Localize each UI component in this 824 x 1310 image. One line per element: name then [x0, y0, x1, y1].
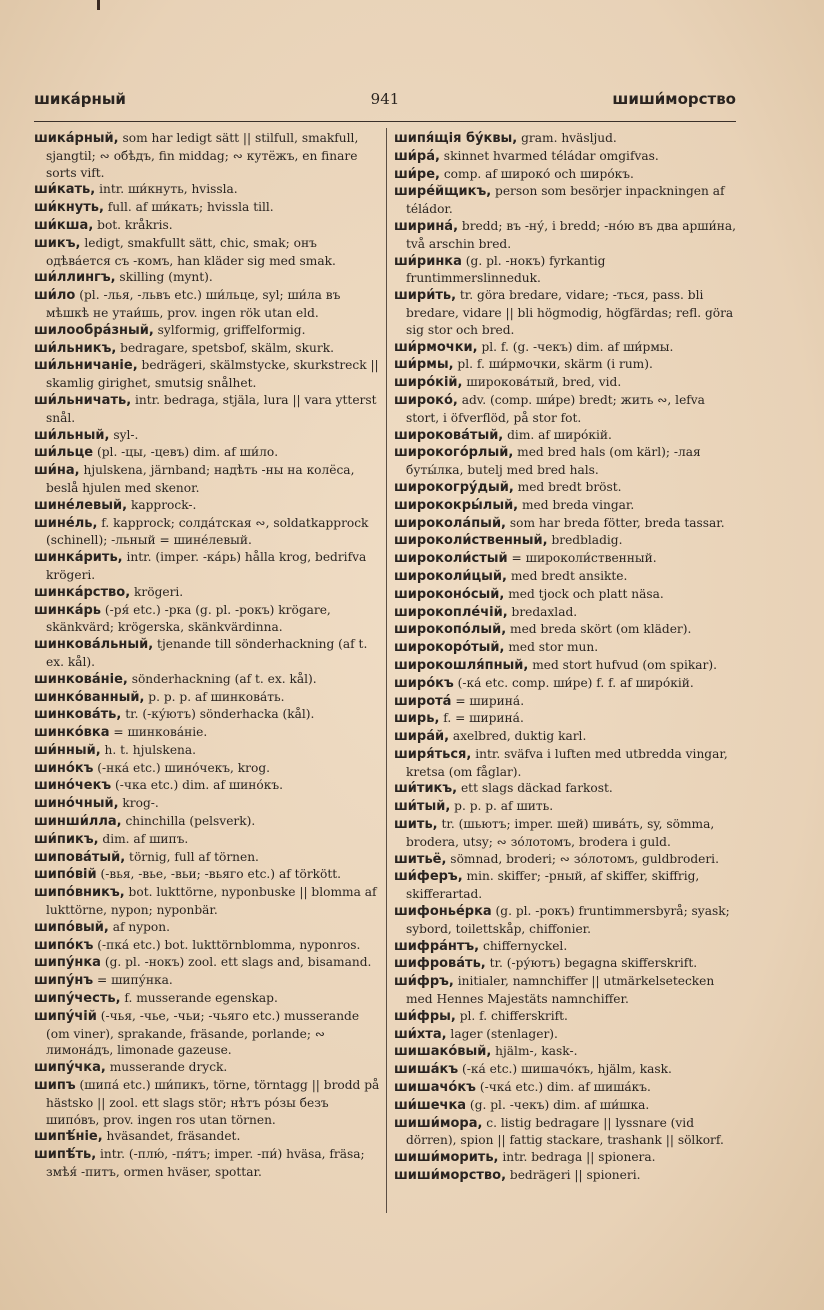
dictionary-entry — [34, 584, 380, 602]
dictionary-entry — [34, 671, 380, 689]
entry-headword: шипу́чка, — [34, 1060, 106, 1076]
entry-headword: ши́шечка — [394, 1097, 467, 1113]
entry-headword: шипова́тый, — [34, 849, 126, 865]
entry-definition: c. listig bedragare || lyssnare (vid dörren), spion || fattig stackare, trashank || sölkorf. — [406, 1115, 724, 1148]
entry-definition: широкова́тый, bred, vid. — [462, 375, 622, 390]
dictionary-entry — [34, 549, 380, 584]
entry-definition: person som besörjer inpackningen af téládor. — [406, 184, 725, 217]
entry-definition: full. af ши́кать; hvissla till. — [103, 200, 274, 215]
entry-headword: шире́йщикъ, — [394, 184, 492, 200]
entry-definition: chinchilla (pelsverk). — [121, 814, 256, 829]
entry-headword: ши́рмочки, — [394, 339, 478, 355]
dictionary-entry — [34, 199, 380, 217]
entry-definition: = шинкова́нiе. — [109, 725, 208, 740]
entry-headword: широконо́сый, — [394, 586, 505, 602]
entry-headword: ши́ра́, — [394, 148, 440, 164]
dictionary-entry — [34, 742, 380, 760]
dictionary-entry — [394, 550, 740, 568]
dictionary-entry — [394, 568, 740, 586]
entry-headword: шика́рный, — [34, 131, 119, 146]
dictionary-entry — [34, 937, 380, 955]
entry-definition: (-чка́ etc.) dim. af шиша́къ. — [475, 1080, 651, 1095]
dictionary-entry — [394, 1167, 740, 1185]
entry-headword: ши́рмы, — [394, 357, 454, 373]
entry-definition: (g. pl. -чекъ) dim. af ши́шка. — [466, 1097, 650, 1112]
dictionary-entry — [394, 1008, 740, 1026]
entry-headword: широколи́ственный, — [394, 533, 548, 549]
dictionary-entry — [394, 148, 740, 166]
entry-headword: шишачо́къ — [394, 1080, 476, 1096]
entry-headword: ши́льникъ, — [34, 340, 117, 356]
entry-definition: af nypon. — [108, 919, 170, 934]
entry-headword: шипъ — [34, 1078, 76, 1094]
dictionary-entry — [394, 166, 740, 184]
entry-headword: ши́кша, — [34, 217, 94, 233]
dictionary-entry — [394, 973, 740, 1008]
dictionary-entry — [394, 693, 740, 711]
dictionary-entry — [394, 728, 740, 746]
entry-definition: med tjock och platt näsa. — [504, 586, 664, 601]
entry-definition: bot. kråkris. — [93, 217, 173, 232]
entry-definition: bedrägeri || spioneri. — [506, 1168, 641, 1183]
entry-headword: шипу́честь, — [34, 991, 121, 1007]
entry-definition: (-вья, -вье, -вьи; -вьяго etc.) af törkött. — [96, 867, 342, 882]
entry-headword: шипу́чiй — [34, 1008, 97, 1024]
entry-headword: широколи́стый — [394, 551, 508, 567]
entry-definition: axelbred, duktig karl. — [449, 729, 587, 744]
entry-headword: шифрова́ть, — [394, 956, 486, 972]
dictionary-entry — [34, 884, 380, 919]
entry-definition: min. skiffer; -рный, af skiffer, skiffrig, skifferartad. — [406, 869, 700, 902]
entry-definition: som har breda fötter, breda tassar. — [506, 515, 725, 530]
entry-definition: = ширина́. — [451, 693, 525, 708]
entry-headword: шикъ, — [34, 235, 81, 251]
dictionary-entry — [34, 972, 380, 990]
dictionary-entry — [394, 746, 740, 781]
dictionary-entry — [34, 1059, 380, 1077]
entry-headword: шинка́рить, — [34, 550, 123, 566]
dictionary-entry — [394, 1097, 740, 1115]
dictionary-entry — [34, 795, 380, 813]
entry-definition: (-чка etc.) dim. af шино́къ. — [111, 778, 283, 793]
dictionary-entry — [394, 497, 740, 515]
entry-headword: широкопле́чiй, — [394, 604, 508, 620]
column-divider — [386, 128, 387, 1213]
entry-headword: широкошля́пный, — [394, 657, 529, 673]
dictionary-entry — [394, 427, 740, 445]
dictionary-entry — [34, 1077, 380, 1128]
entry-definition: sömnad, broderi; ∾ зо́лотомъ, guldbroderi. — [446, 851, 719, 866]
dictionary-entry — [394, 816, 740, 851]
entry-definition: (-ка́ etc.) шишачо́къ, hjälm, kask. — [458, 1062, 672, 1077]
entry-definition: törnig, full af törnen. — [125, 849, 259, 864]
running-head-left: шика́рный — [34, 90, 126, 108]
entry-headword: шинкова́льный, — [34, 637, 154, 653]
dictionary-entry — [34, 235, 380, 270]
entry-headword: шине́ль, — [34, 515, 98, 531]
entry-headword: шипу́нка — [34, 955, 101, 971]
entry-definition: (g. pl. -нокъ) zool. ett slags and, bisamand. — [100, 955, 372, 970]
entry-headword: широкоро́тый, — [394, 640, 505, 656]
dictionary-entry — [394, 444, 740, 479]
entry-headword: ширь, — [394, 711, 440, 727]
entry-definition: chiffernyckel. — [479, 938, 568, 953]
entry-definition: hjälm-, kask-. — [491, 1044, 578, 1059]
entry-definition: bot. lukttörne, nyponbuske || blomma af lukttörne, nypon; nyponbär. — [46, 885, 377, 918]
entry-headword: шипо́къ — [34, 937, 94, 953]
entry-headword: ширококры́лый, — [394, 497, 519, 513]
dictionary-entry — [394, 938, 740, 956]
entry-definition: med bredt ansikte. — [506, 568, 628, 583]
dictionary-entry — [34, 340, 380, 358]
dictionary-entry — [34, 392, 380, 427]
dictionary-entry — [394, 253, 740, 288]
entry-headword: ши́фръ, — [394, 974, 454, 990]
entry-definition: skilling (mynt). — [115, 270, 213, 285]
dictionary-entry — [34, 462, 380, 497]
entry-definition: intr. sväfva i luften med utbredda vingar, kretsa (om fåglar). — [406, 746, 728, 779]
dictionary-entry — [394, 374, 740, 392]
entry-headword: шифонье́рка — [394, 904, 492, 920]
entry-definition: h. t. hjulskena. — [100, 742, 197, 757]
entry-definition: med breda vingar. — [518, 497, 635, 512]
entry-definition: med stor mun. — [504, 640, 599, 655]
dictionary-entry — [394, 356, 740, 374]
entry-headword: шинкова́нiе, — [34, 671, 128, 687]
entry-definition: musserande dryck. — [105, 1060, 228, 1075]
entry-definition: pl. f. chifferskrift. — [455, 1008, 568, 1023]
dictionary-entry — [34, 689, 380, 707]
entry-headword: шиши́мора, — [394, 1115, 483, 1131]
dictionary-entry — [394, 798, 740, 816]
entry-definition: f. kapprock; солда́тская ∾, soldatkapprock (schinell); -льный = шине́левый. — [46, 515, 369, 548]
dictionary-entry — [394, 868, 740, 903]
dictionary-entry — [34, 636, 380, 671]
entry-definition: (-чья, -чье, -чьи; -чьяго etc.) musserande (om viner), sprakande, fräsande, porlande; ∾ лимона́дъ, limonade gazeuse. — [46, 1008, 360, 1058]
dictionary-entry — [34, 287, 380, 322]
dictionary-entry — [34, 706, 380, 724]
entry-definition: gram. hväsljud. — [517, 131, 617, 145]
dictionary-entry — [394, 218, 740, 253]
dictionary-entry — [34, 866, 380, 884]
entry-definition: tr. (-ру́ютъ) begagna skifferskrift. — [485, 956, 698, 971]
entry-definition: (-нка́ etc.) шино́чекъ, krog. — [93, 760, 271, 775]
entry-definition: adv. (comp. ши́ре) bredt; жить ∾, lefva stort, i öfverflöd, på stor fot. — [406, 392, 705, 425]
dictionary-entry — [34, 954, 380, 972]
entry-headword: шиши́морить, — [394, 1150, 499, 1166]
page-header — [34, 90, 736, 116]
dictionary-entry — [34, 724, 380, 742]
entry-headword: ши́ло — [34, 288, 76, 304]
entry-definition: (g. pl. -рокъ) fruntimmersbyrå; syask; sybord, toilettskåp, chiffonier. — [406, 904, 730, 936]
dictionary-entry — [394, 1026, 740, 1044]
entry-definition: ledigt, smakfullt sätt, chic, smak; онъ одѣва́ется съ -комъ, han kläder sig med smak. — [46, 235, 336, 268]
dictionary-entry — [394, 586, 740, 604]
entry-definition: syl-. — [109, 427, 139, 442]
dictionary-entry — [34, 602, 380, 637]
entry-definition: bedragare, spetsbof, skälm, skurk. — [116, 340, 334, 355]
entry-definition: sönderhackning (af t. ex. kål). — [127, 671, 317, 686]
entry-definition: krog-. — [118, 796, 159, 811]
entry-definition: kapprock-. — [127, 497, 197, 512]
entry-definition: p. p. p. af шить. — [450, 799, 554, 814]
entry-headword: ши́фры, — [394, 1008, 456, 1024]
entry-headword: широ́кiй, — [394, 375, 463, 391]
entry-definition: p. p. p. af шинкова́ть. — [144, 689, 285, 704]
entry-definition: (g. pl. -нокъ) fyrkantig fruntimmerslinneduk. — [406, 253, 606, 286]
entry-definition: (-ка́ etc. comp. ши́ре) f. f. af широ́кiй. — [453, 675, 694, 690]
entry-headword: шипо́вникъ, — [34, 885, 125, 901]
entry-definition: dim. af широ́кiй. — [503, 427, 612, 442]
dictionary-entry — [34, 777, 380, 795]
page-mark — [97, 0, 100, 10]
entry-definition: (pl. -лья, -львъ etc.) ши́льце, syl; ши́ла въ мѣшкѣ не утаи́шь, prov. ingen rök utan eld. — [46, 288, 341, 320]
entry-definition: tr. (-ку́ютъ) sönderhacka (kål). — [121, 707, 315, 722]
dictionary-entry — [34, 322, 380, 340]
entry-headword: ши́хта, — [394, 1026, 447, 1042]
entry-definition: intr. bedraga, stjäla, lura || vara ytterst snål. — [46, 392, 377, 425]
dictionary-entry — [394, 675, 740, 693]
entry-headword: широ́къ — [394, 675, 454, 691]
entry-headword: шипу́нъ — [34, 973, 94, 989]
header-rule — [34, 121, 736, 122]
dictionary-entry — [34, 181, 380, 199]
entry-headword: ши́ринка — [394, 253, 462, 269]
entry-definition: krögeri. — [130, 584, 184, 599]
entry-headword: шири́ть, — [394, 288, 457, 304]
dictionary-entry — [34, 1008, 380, 1059]
entry-headword: широкола́пый, — [394, 515, 506, 531]
entry-headword: шишако́вый, — [394, 1044, 492, 1060]
entry-headword: ши́кать, — [34, 182, 96, 198]
entry-definition: hväsandet, fräsandet. — [102, 1129, 241, 1144]
entry-definition: med bredt bröst. — [513, 479, 622, 494]
entry-headword: шиши́морство, — [394, 1168, 507, 1184]
dictionary-entry — [34, 269, 380, 287]
dictionary-entry — [394, 780, 740, 798]
running-head-right: шиши́морство — [612, 90, 736, 108]
entry-headword: шипѣ́ть, — [34, 1147, 97, 1163]
entry-definition: ett slags däckad farkost. — [457, 781, 613, 796]
entry-definition: bredaxlad. — [507, 604, 578, 619]
entry-headword: шипѣ́нiе, — [34, 1129, 103, 1145]
entry-definition: = широколи́ственный. — [507, 551, 657, 566]
entry-definition: (-ря́ etc.) -рка (g. pl. -рокъ) krögare, skänkvärd; krögerska, skänkvärdinna. — [46, 602, 331, 635]
dictionary-entry — [394, 1043, 740, 1061]
entry-headword: шипя́щiя бу́квы, — [394, 131, 518, 146]
dictionary-entry — [394, 604, 740, 622]
entry-definition: lager (stenlager). — [446, 1026, 558, 1041]
entry-headword: широко́, — [394, 392, 458, 408]
entry-headword: шилообра́зный, — [34, 322, 154, 338]
dictionary-entry — [394, 515, 740, 533]
dictionary-entry — [394, 1079, 740, 1097]
dictionary-entry — [394, 657, 740, 675]
entry-definition: f. musserande egenskap. — [120, 991, 278, 1006]
dictionary-entry — [394, 1149, 740, 1167]
entry-headword: шиша́къ — [394, 1062, 459, 1078]
entry-definition: bedrägeri, skälmstycke, skurkstreck || skamlig girighet, smutsig snålhet. — [46, 358, 379, 391]
dictionary-entry — [34, 919, 380, 937]
entry-headword: ши́кнуть, — [34, 200, 104, 216]
entry-definition: intr. ши́кнуть, hvissla. — [95, 182, 238, 197]
entry-headword: шино́чекъ — [34, 778, 112, 794]
left-column — [34, 130, 380, 1215]
entry-headword: ши́ллингъ, — [34, 270, 116, 286]
dictionary-entry — [394, 183, 740, 218]
entry-definition: med stort hufvud (om spikar). — [528, 657, 717, 672]
entry-definition: = шипу́нка. — [93, 973, 173, 988]
entry-definition: med bred hals (om kärl); -лая буты́лка, butelj med bred hals. — [406, 445, 701, 478]
entry-headword: ширина́, — [394, 218, 459, 234]
entry-definition: intr. (-плю́, -пя́тъ; imper. -пи́) hväsa, fräsa; змѣя́ -питъ, ormen hväser, spottar. — [46, 1147, 365, 1180]
entry-definition: bredd; въ -ну́, i bredd; -но́ю въ два арши́на, två arschin bred. — [406, 218, 737, 251]
dictionary-entry — [34, 831, 380, 849]
entry-headword: ши́пикъ, — [34, 831, 99, 847]
dictionary-entry — [34, 357, 380, 392]
entry-headword: широкого́рлый, — [394, 445, 514, 461]
entry-definition: pl. f. (g. -чекъ) dim. af ши́рмы. — [477, 339, 674, 354]
dictionary-entry — [34, 760, 380, 778]
dictionary-entry — [394, 287, 740, 338]
entry-headword: шифра́нтъ, — [394, 938, 480, 954]
entry-headword: ши́нный, — [34, 742, 101, 758]
entry-definition: (pl. -цы, -цевъ) dim. af ши́ло. — [93, 445, 279, 460]
entry-headword: шино́чный, — [34, 796, 119, 812]
entry-definition: som har ledigt sätt || stilfull, smakfull, sjangtil; ∾ обѣдъ, fin middag; ∾ кутёжъ, en finare sorts vift. — [46, 131, 359, 180]
dictionary-entry — [394, 1115, 740, 1150]
dictionary-entry — [34, 1146, 380, 1181]
entry-definition: hjulskena, järnband; надѣть -ны на колёса, beslå hjulen med skenor. — [46, 463, 355, 495]
entry-definition: f. = ширина́. — [439, 711, 524, 726]
dictionary-entry — [394, 710, 740, 728]
dictionary-entry — [34, 497, 380, 515]
entry-headword: широкопо́лый, — [394, 622, 507, 638]
entry-headword: ши́на, — [34, 463, 80, 479]
dictionary-entry — [394, 621, 740, 639]
dictionary-entry — [34, 217, 380, 235]
entry-definition: sylformig, griffelformig. — [153, 322, 306, 337]
entry-headword: шинко́ванный, — [34, 689, 145, 705]
entry-definition: (-пка́ etc.) bot. lukttörnblomma, nyponros. — [93, 937, 361, 952]
entry-definition: pl. f. ши́рмочки, skärm (i rum). — [453, 357, 653, 372]
entry-headword: ши́льничать, — [34, 392, 132, 408]
entry-definition: intr. bedraga || spionera. — [498, 1150, 656, 1165]
entry-headword: ши́льце — [34, 445, 94, 461]
entry-headword: шинка́рь — [34, 602, 102, 618]
dictionary-entry — [394, 639, 740, 657]
dictionary-entry — [34, 813, 380, 831]
page-number: 941 — [370, 90, 400, 108]
entry-definition: tjenande till sönderhackning (af t. ex. kål). — [46, 637, 368, 669]
dictionary-entry — [394, 903, 740, 938]
dictionary-entry — [34, 849, 380, 867]
entry-headword: шипо́вiй — [34, 867, 97, 883]
dictionary-entry — [394, 955, 740, 973]
entry-headword: широкова́тый, — [394, 427, 504, 443]
entry-headword: шинко́вка — [34, 725, 110, 741]
entry-headword: шипо́вый, — [34, 919, 109, 935]
entry-definition: dim. af шипъ. — [98, 831, 189, 846]
entry-headword: широта́ — [394, 693, 452, 709]
entry-headword: ши́льничанiе, — [34, 358, 138, 374]
entry-headword: ши́ре, — [394, 166, 440, 182]
entry-headword: шино́къ — [34, 760, 94, 776]
dictionary-entry — [394, 851, 740, 869]
entry-headword: шинка́рство, — [34, 584, 131, 600]
entry-headword: шитьё, — [394, 851, 447, 867]
dictionary-entry — [394, 532, 740, 550]
entry-definition: comp. af широко́ och широ́къ. — [439, 166, 634, 181]
entry-definition: tr. (шьютъ; imper. шей) шива́ть, sy, sömma, brodera, utsy; ∾ зо́лотомъ, brodera i guld. — [406, 817, 715, 849]
entry-definition: skinnet hvarmed téládar omgifvas. — [439, 148, 659, 163]
dictionary-entry — [394, 1061, 740, 1079]
entry-headword: шине́левый, — [34, 497, 128, 513]
entry-definition: intr. (imper. -ка́рь) hålla krog, bedrifva krögeri. — [46, 550, 367, 582]
dictionary-entry — [34, 1128, 380, 1146]
entry-headword: широколи́цый, — [394, 568, 507, 584]
entry-definition: tr. göra bredare, vidare; -ться, pass. bli bredare, vidare || bli högmodig, högfärdas; refl. göra sig stor och bred. — [406, 288, 734, 337]
entry-headword: широкогру́дый, — [394, 479, 514, 495]
dictionary-entry — [394, 392, 740, 427]
dictionary-entry — [394, 479, 740, 497]
entry-headword: шинши́лла, — [34, 814, 122, 830]
entry-headword: ши́льный, — [34, 427, 110, 443]
entry-headword: ши́тикъ, — [394, 781, 458, 797]
entry-definition: (шипа́ etc.) ши́пикъ, törne, törntagg || brodd på hästsko || zool. ett slags stör; нѣтъ ро́зы безъ шипо́въ, prov. ingen ros utan törnen. — [46, 1078, 380, 1127]
dictionary-entry — [34, 427, 380, 445]
dictionary-entry — [394, 130, 740, 148]
entry-headword: шинкова́ть, — [34, 707, 122, 723]
dictionary-entry — [34, 990, 380, 1008]
entry-definition: bredbladig. — [547, 533, 623, 548]
entry-headword: ши́феръ, — [394, 869, 463, 885]
dictionary-entry — [394, 339, 740, 357]
entry-definition: med breda skört (om kläder). — [506, 622, 692, 637]
entry-definition: initialer, namnchiffer || utmärkelsetecken med Hennes Majestäts namnchiffer. — [406, 974, 715, 1007]
right-column — [394, 130, 740, 1215]
entry-headword: шира́й, — [394, 729, 450, 745]
entry-headword: ширя́ться, — [394, 746, 472, 762]
entry-headword: шить, — [394, 817, 438, 833]
dictionary-entry — [34, 444, 380, 462]
dictionary-entry — [34, 130, 380, 181]
dictionary-entry — [34, 515, 380, 550]
entry-headword: ши́тый, — [394, 799, 451, 815]
